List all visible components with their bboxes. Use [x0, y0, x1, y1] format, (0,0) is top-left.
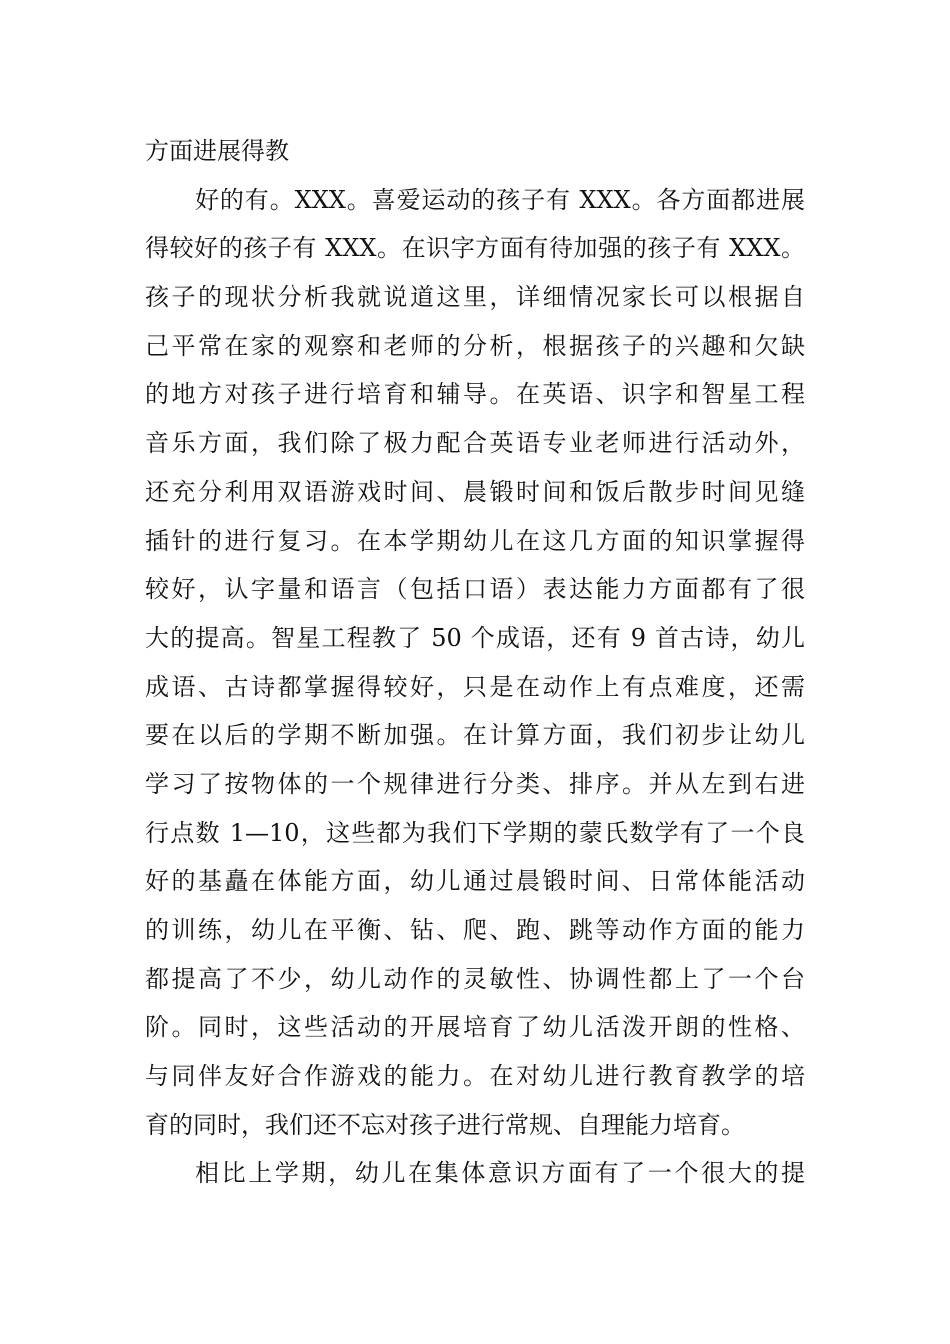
text-line: 孩子的现状分析我就说道这里，详细情况家长可以根据自 [145, 283, 805, 312]
text-line: 育的同时，我们还不忘对孩子进行常规、自理能力培育。 [145, 1110, 745, 1139]
text-line: 好的有。XXX。喜爱运动的孩子有 XXX。各方面都进展 [195, 185, 805, 214]
text-line: 要在以后的学期不断加强。在计算方面，我们初步让幼儿 [145, 721, 805, 750]
text-line: 学习了按物体的一个规律进行分类、排序。并从左到右进 [145, 769, 805, 798]
text-line: 己平常在家的观察和老师的分析，根据孩子的兴趣和欠缺 [145, 331, 805, 360]
text-line: 好的基矗在体能方面，幼儿通过晨锻时间、日常体能活动 [145, 867, 805, 896]
text-line: 音乐方面，我们除了极力配合英语专业老师进行活动外， [145, 429, 805, 458]
text-line: 的地方对孩子进行培育和辅导。在英语、识字和智星工程 [145, 380, 805, 409]
text-line: 大的提高。智星工程教了 50 个成语，还有 9 首古诗，幼儿 [145, 623, 805, 652]
text-line: 都提高了不少，幼儿动作的灵敏性、协调性都上了一个台 [145, 964, 805, 993]
text-line: 行点数 1—10，这些都为我们下学期的蒙氏数学有了一个良 [145, 818, 805, 847]
text-line: 阶。同时，这些活动的开展培育了幼儿活泼开朗的性格、 [145, 1013, 805, 1042]
text-line: 得较好的孩子有 XXX。在识字方面有待加强的孩子有 XXX。 [145, 234, 805, 263]
text-line: 插针的进行复习。在本学期幼儿在这几方面的知识掌握得 [145, 526, 805, 555]
text-line: 成语、古诗都掌握得较好，只是在动作上有点难度，还需 [145, 672, 805, 701]
text-line: 的训练，幼儿在平衡、钻、爬、跑、跳等动作方面的能力 [145, 916, 805, 944]
text-line: 还充分利用双语游戏时间、晨锻时间和饭后散步时间见缝 [145, 477, 805, 506]
text-line: 方面进展得教 [145, 137, 289, 165]
body-text [145, 127, 805, 1198]
text-line: 相比上学期，幼儿在集体意识方面有了一个很大的提 [195, 1159, 805, 1188]
text-line: 与同伴友好合作游戏的能力。在对幼儿进行教育教学的培 [145, 1062, 805, 1091]
text-line: 较好，认字量和语言（包括口语）表达能力方面都有了很 [145, 575, 805, 604]
